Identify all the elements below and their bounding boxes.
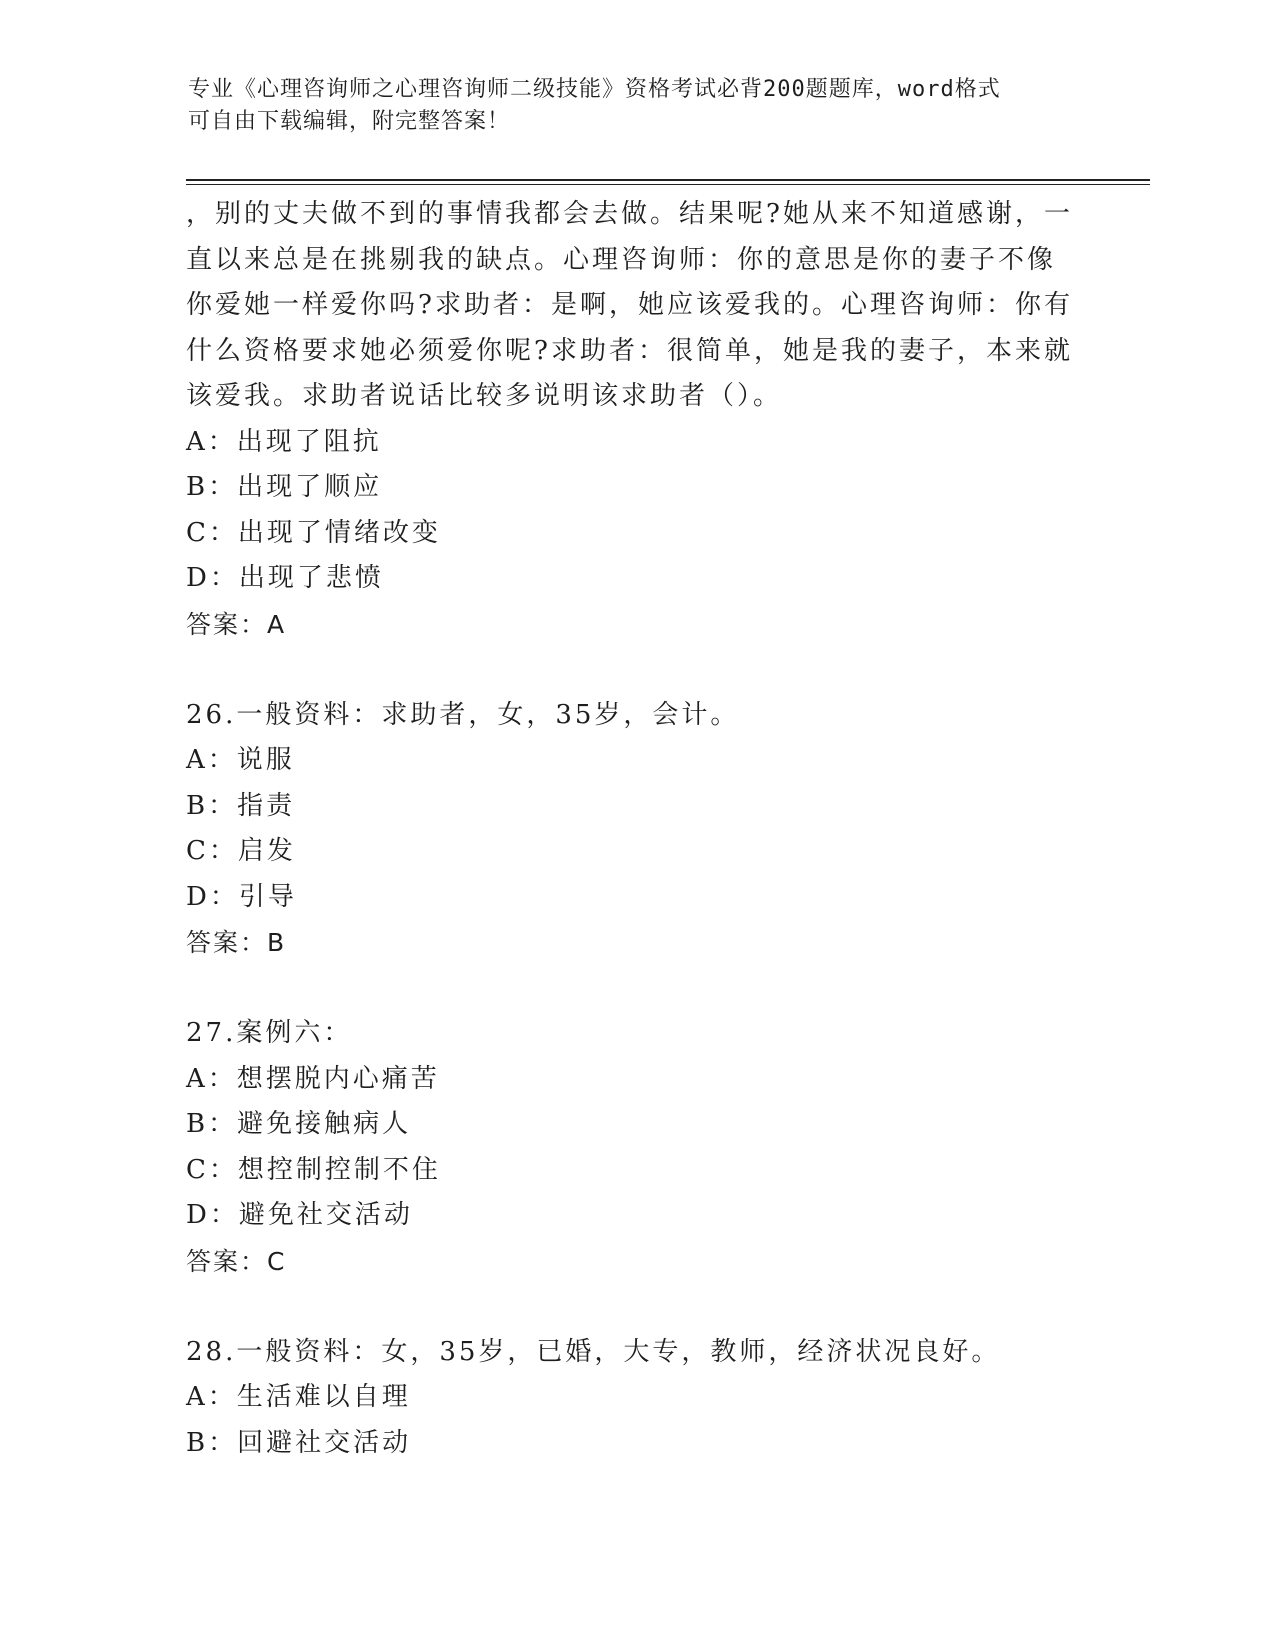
- option-c: C：启发: [186, 836, 296, 866]
- option-d: D：出现了悲愤: [186, 563, 384, 593]
- question-text-line: ，别的丈夫做不到的事情我都会去做。结果呢?她从来不知道感谢，一: [186, 199, 1073, 229]
- option-b: B：回避社交活动: [186, 1427, 412, 1458]
- question-25: [186, 192, 1086, 647]
- answer-line: 答案：B: [186, 928, 287, 957]
- option-c: C：出现了情绪改变: [186, 517, 441, 548]
- option-a: A：出现了阻抗: [186, 426, 382, 457]
- option-d: D：引导: [186, 881, 297, 912]
- answer-line: 答案：A: [186, 609, 287, 639]
- spacer: [186, 647, 1086, 693]
- answer-line: 答案：C: [186, 1246, 287, 1276]
- option-b: B：避免接触病人: [186, 1109, 412, 1139]
- spacer: [186, 1284, 1086, 1330]
- question-title: 28.一般资料：女，35岁，已婚，大专，教师，经济状况良好。: [186, 1336, 1001, 1367]
- question-text-line: 该爱我。求助者说话比较多说明该求助者（）。: [186, 381, 783, 411]
- question-text-line: 什么资格要求她必须爱你呢?求助者：很简单，她是我的妻子，本来就: [186, 335, 1073, 366]
- question-title: 26.一般资料：求助者，女，35岁，会计。: [186, 699, 740, 730]
- option-a: A：生活难以自理: [186, 1382, 411, 1412]
- question-26: [186, 693, 1086, 966]
- option-c: C：想控制控制不住: [186, 1154, 441, 1185]
- header-rule-thick: [186, 179, 1150, 181]
- option-d: D：避免社交活动: [186, 1200, 413, 1230]
- option-a: A：说服: [186, 745, 295, 775]
- question-text-line: 你爱她一样爱你吗?求助者：是啊，她应该爱我的。心理咨询师：你有: [186, 290, 1073, 320]
- question-27: [186, 1011, 1086, 1284]
- question-content: [186, 192, 1086, 1466]
- question-title: 27.案例六：: [186, 1018, 353, 1048]
- option-b: B：出现了顺应: [186, 472, 383, 502]
- document-header: [188, 74, 1088, 138]
- header-line-1: 专业《心理咨询师之心理咨询师二级技能》资格考试必背200题题库，word格式: [188, 77, 1001, 102]
- question-text-line: 直以来总是在挑剔我的缺点。心理咨询师：你的意思是你的妻子不像: [186, 244, 1057, 275]
- question-28: [186, 1330, 1086, 1467]
- header-rule-thin: [186, 184, 1150, 185]
- option-a: A：想摆脱内心痛苦: [186, 1063, 440, 1094]
- header-line-2: 可自由下载编辑，附完整答案！: [188, 109, 511, 134]
- spacer: [186, 966, 1086, 1012]
- option-b: B：指责: [186, 790, 296, 821]
